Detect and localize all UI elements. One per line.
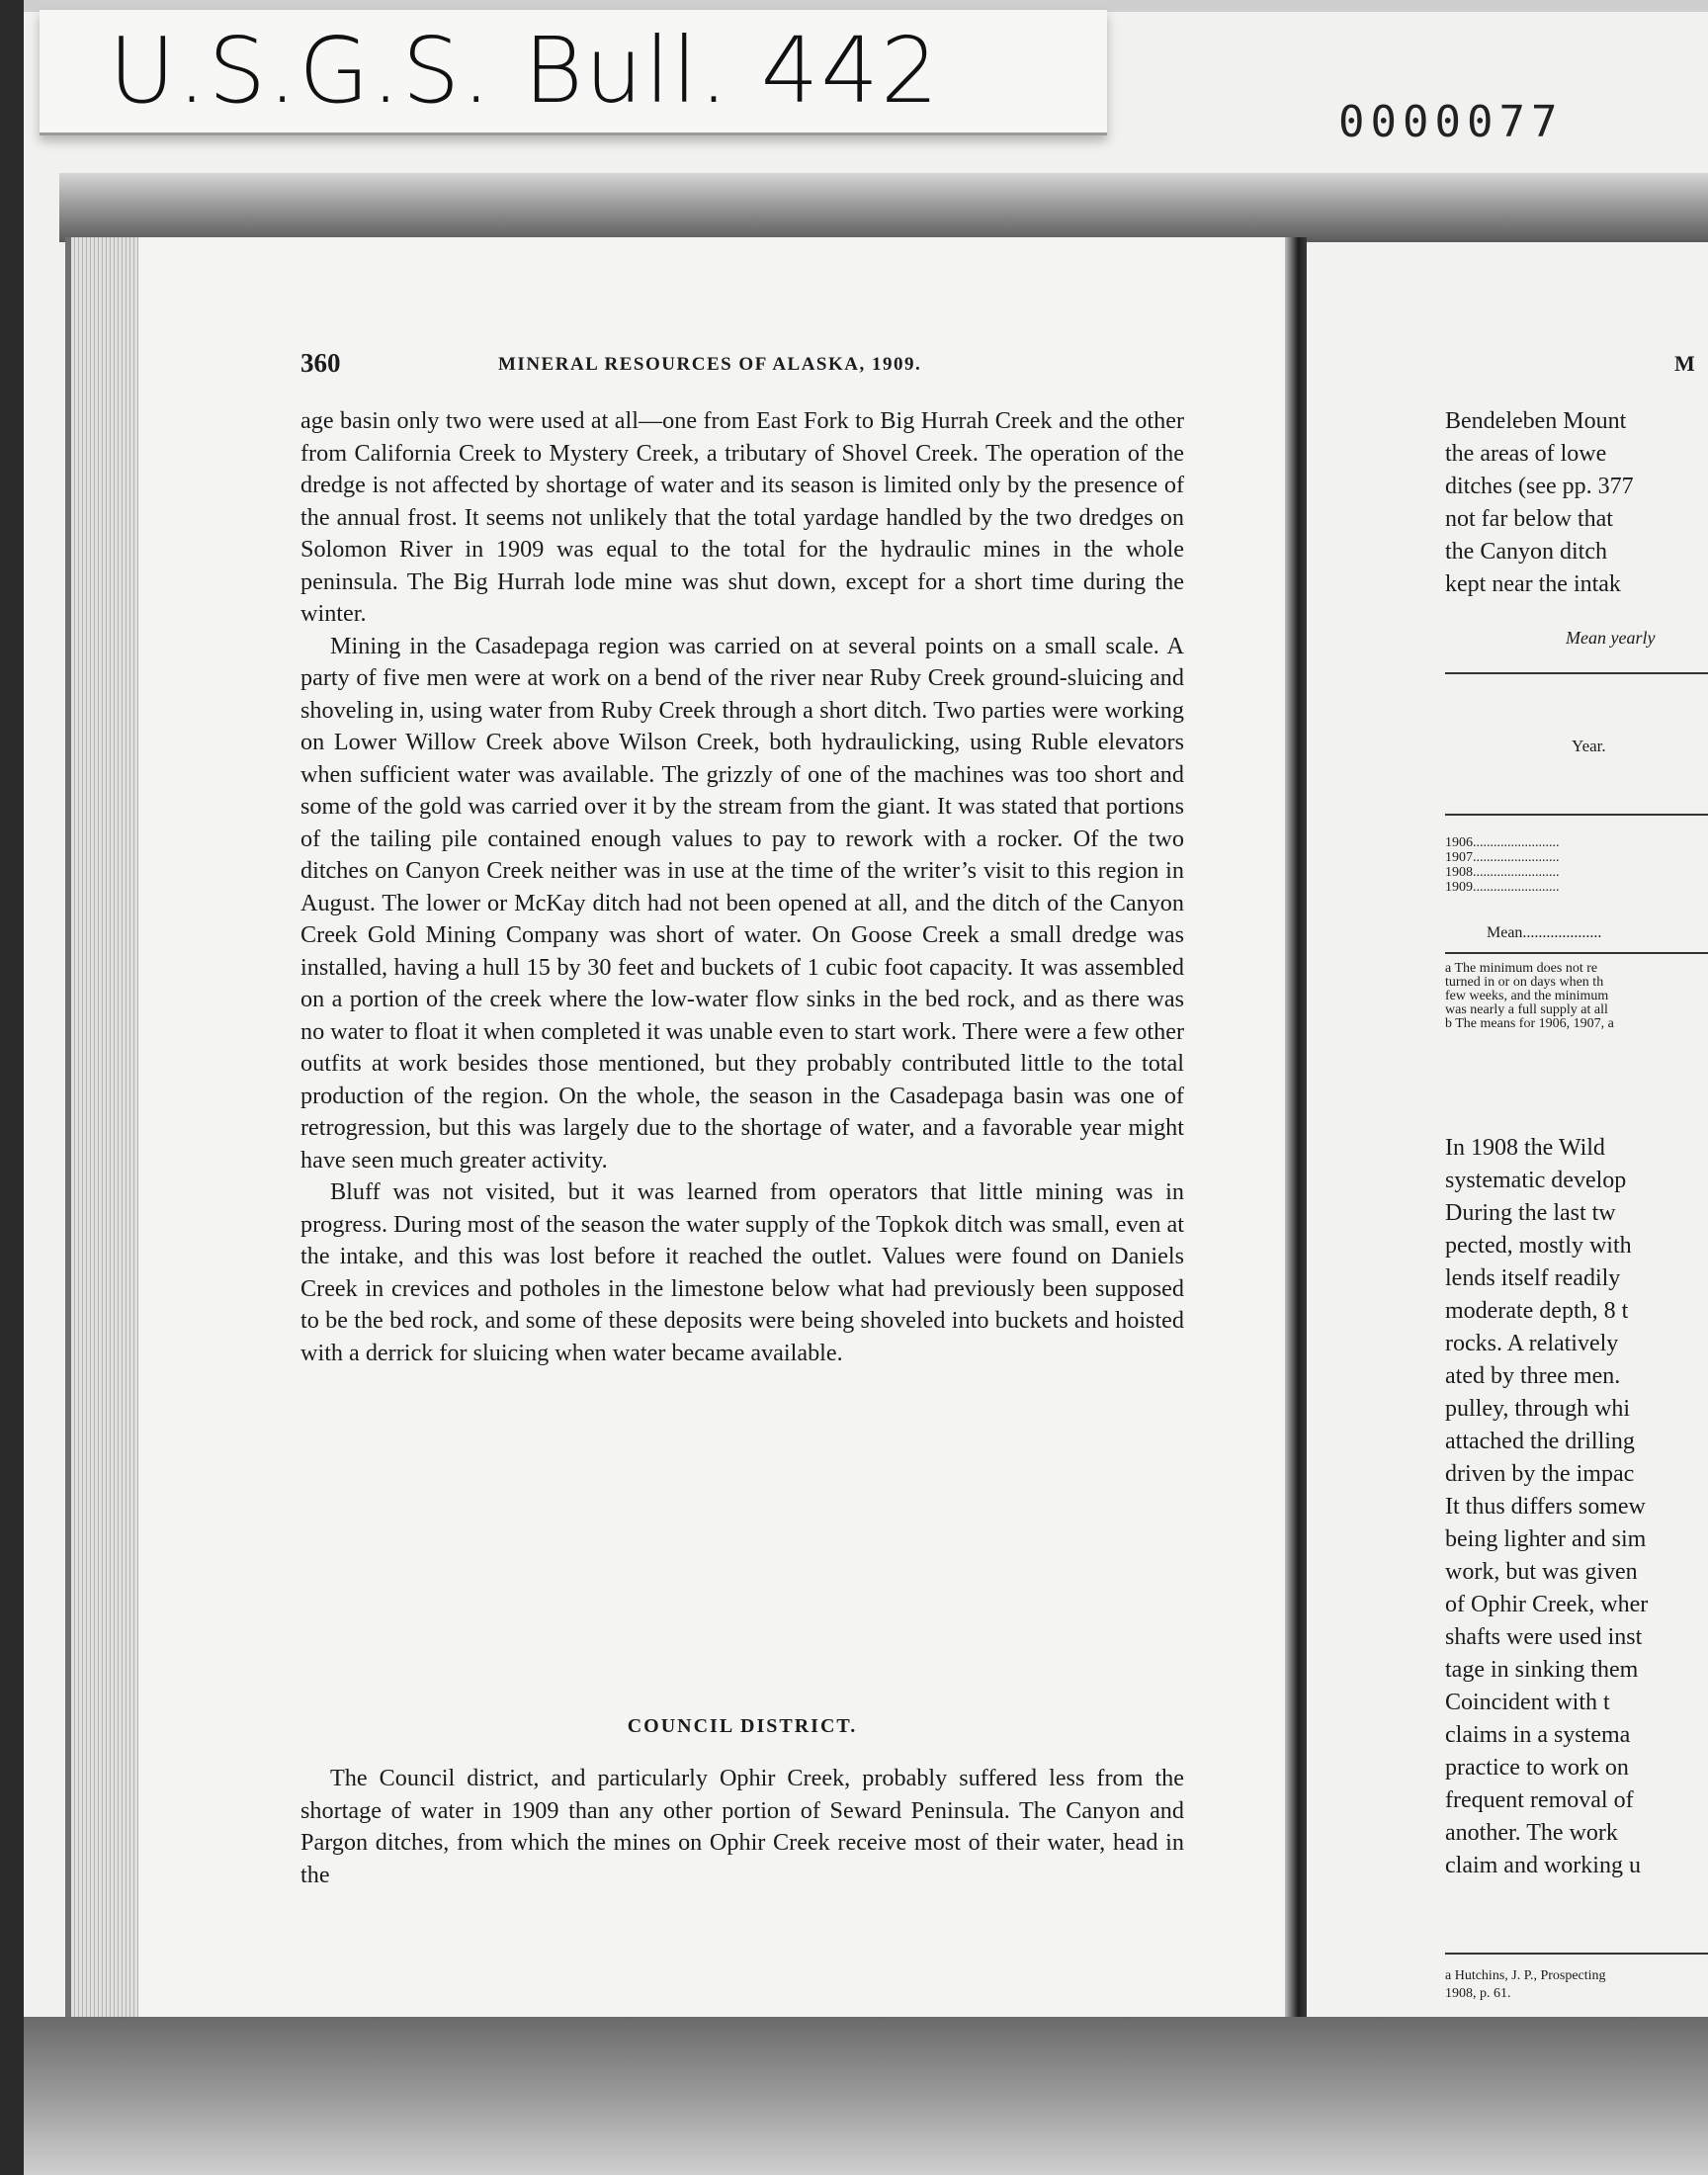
- right-page-top-lines: [1445, 405, 1708, 601]
- text-line: Coincident with t: [1445, 1690, 1610, 1715]
- section-heading: COUNCIL DISTRICT.: [627, 1715, 858, 1737]
- running-head: MINERAL RESOURCES OF ALASKA, 1909.: [498, 354, 922, 375]
- table-caption: Mean yearly: [1566, 628, 1656, 648]
- table-row: 1906.........................: [1445, 835, 1560, 850]
- body-text-main: [300, 405, 1184, 1369]
- text-line: of Ophir Creek, wher: [1445, 1592, 1649, 1617]
- text-line: rocks. A relatively: [1445, 1331, 1619, 1356]
- text-line: being lighter and sim: [1445, 1526, 1647, 1552]
- text-line: During the last tw: [1445, 1200, 1616, 1226]
- text-line: the Canyon ditch: [1445, 539, 1607, 565]
- text-line: tage in sinking them: [1445, 1657, 1639, 1683]
- text-line: not far below that: [1445, 506, 1613, 532]
- text-line: lends itself readily: [1445, 1265, 1621, 1291]
- page-shadow-bottom: [24, 2017, 1708, 2175]
- text-line: attached the drilling: [1445, 1429, 1635, 1454]
- table-row: 1907.........................: [1445, 850, 1560, 865]
- right-page-body-lines: [1445, 1132, 1708, 1882]
- text-line: shafts were used inst: [1445, 1624, 1643, 1650]
- text-line: ditches (see pp. 377: [1445, 474, 1634, 499]
- paragraph: age basin only two were used at all—one from East Fork to Big Hurrah Creek and the other from California Creek to Mystery Creek, a tributary of Shovel Creek. The operation of the dredge is not affected by shortage of water and its season is limited only by the presence of the annual frost. It seems not unlikely that the total yardage handled by the two dredges on Solomon River in 1909 was equal to the total for the hydraulic mines in the whole peninsula. The Big Hurrah lode mine was shut down, except for a short time during the winter.: [300, 407, 1184, 627]
- page-shadow-top: [59, 173, 1708, 242]
- text-line: moderate depth, 8 t: [1445, 1298, 1629, 1324]
- text-line: systematic develop: [1445, 1168, 1627, 1193]
- footnote-line: a Hutchins, J. P., Prospecting: [1445, 1968, 1606, 1983]
- text-line: pulley, through whi: [1445, 1396, 1631, 1422]
- text-line: frequent removal of: [1445, 1787, 1634, 1813]
- footnote-line: 1908, p. 61.: [1445, 1986, 1511, 2001]
- paragraph: Mining in the Casadepaga region was carried on at several points on a small scale. A party of five men were at work on a bend of the river near Ruby Creek ground-sluicing and shoveling in, using water from Ruby Creek through a short ditch. Two parties were working on Lower Willow Creek above Wilson Creek, both hydraulicking, using Ruble elevators when sufficient water was available. The grizzly of one of the machines was too short and some of the gold was carried over it by the stream from the giant. It was stated that portions of the tailing pile contained enough values to pay to rework with a rocker. Of the two ditches on Canyon Creek neither was in use at the time of the writer’s visit to this region in August. The lower or McKay ditch had not been opened at all, and the ditch of the Canyon Creek Gold Mining Company was short of water. On Goose Creek a small dredge was installed, having a hull 15 by 30 feet and buckets of 1 cubic foot capacity. It was assembled on a portion of the creek where the low-water flow sinks in the bed rock, and as there was no water to float it when completed it was unable even to start work. There were a few other outfits at work besides those mentioned, but they probably contributed little to the total production of the region. On the whole, the season in the Casadepaga basin was one of retrogression, but this was largely due to the shortage of water, and a favorable year might have seen much greater activity.: [300, 632, 1184, 1174]
- text-line: the areas of lowe: [1445, 441, 1607, 467]
- paragraph: The Council district, and particularly Ophir Creek, probably suffered less from the shortage of water in 1909 than any other portion of Seward Peninsula. The Canyon and Pargon ditches, from which the mines on Ophir Creek receive most of their water, head in the: [300, 1765, 1184, 1888]
- table-rule: [1445, 814, 1708, 816]
- text-line: claims in a systema: [1445, 1722, 1631, 1748]
- text-line: another. The work: [1445, 1820, 1618, 1846]
- right-page: [1307, 242, 1708, 2017]
- text-line: In 1908 the Wild: [1445, 1135, 1605, 1161]
- page-header: [300, 348, 1196, 388]
- note-line: was nearly a full supply at all: [1445, 1002, 1608, 1017]
- table-notes: [1445, 962, 1614, 1031]
- text-line: It thus differs somew: [1445, 1494, 1646, 1520]
- table-row: 1908.........................: [1445, 865, 1560, 880]
- text-line: claim and working u: [1445, 1853, 1641, 1878]
- page-number: 360: [300, 348, 341, 378]
- footnote-rule: [1445, 1953, 1708, 1955]
- stamp-number: 0000077: [1338, 97, 1564, 147]
- note-line: few weeks, and the minimum: [1445, 989, 1609, 1003]
- handwritten-label: U.S.G.S. Bull. 442: [109, 18, 941, 124]
- note-line: turned in or on days when th: [1445, 975, 1604, 990]
- table-rule: [1445, 672, 1708, 674]
- footnote: [1445, 1967, 1606, 2003]
- note-line: b The means for 1906, 1907, a: [1445, 1016, 1614, 1031]
- text-line: driven by the impac: [1445, 1461, 1635, 1487]
- text-line: practice to work on: [1445, 1755, 1629, 1781]
- table-mean: Mean....................: [1487, 924, 1602, 941]
- text-line: pected, mostly with: [1445, 1233, 1632, 1259]
- book-gutter: [1285, 237, 1307, 2017]
- table-rule: [1445, 952, 1708, 954]
- text-line: work, but was given: [1445, 1559, 1638, 1585]
- table-row: 1909.........................: [1445, 880, 1560, 895]
- table-rows: [1445, 835, 1560, 895]
- right-page-corner: M: [1674, 351, 1695, 376]
- paragraph: Bluff was not visited, but it was learned from operators that little mining was in progress. During most of the season the water supply of the Topkok ditch was small, even at the intake, and this was lost before it reached the outlet. Values were found on Daniels Creek in crevices and potholes in the limestone below what had previously been supposed to be the bed rock, and some of these deposits were being shoveled into buckets and hoisted with a derrick for sluicing when water became available.: [300, 1178, 1184, 1366]
- table-header: Year.: [1572, 737, 1606, 755]
- text-line: Bendeleben Mount: [1445, 408, 1627, 434]
- text-line: kept near the intak: [1445, 571, 1621, 597]
- text-line: ated by three men.: [1445, 1363, 1621, 1389]
- note-line: a The minimum does not re: [1445, 961, 1598, 976]
- body-text-council: [300, 1763, 1184, 1891]
- scan-left-edge: [0, 0, 24, 2175]
